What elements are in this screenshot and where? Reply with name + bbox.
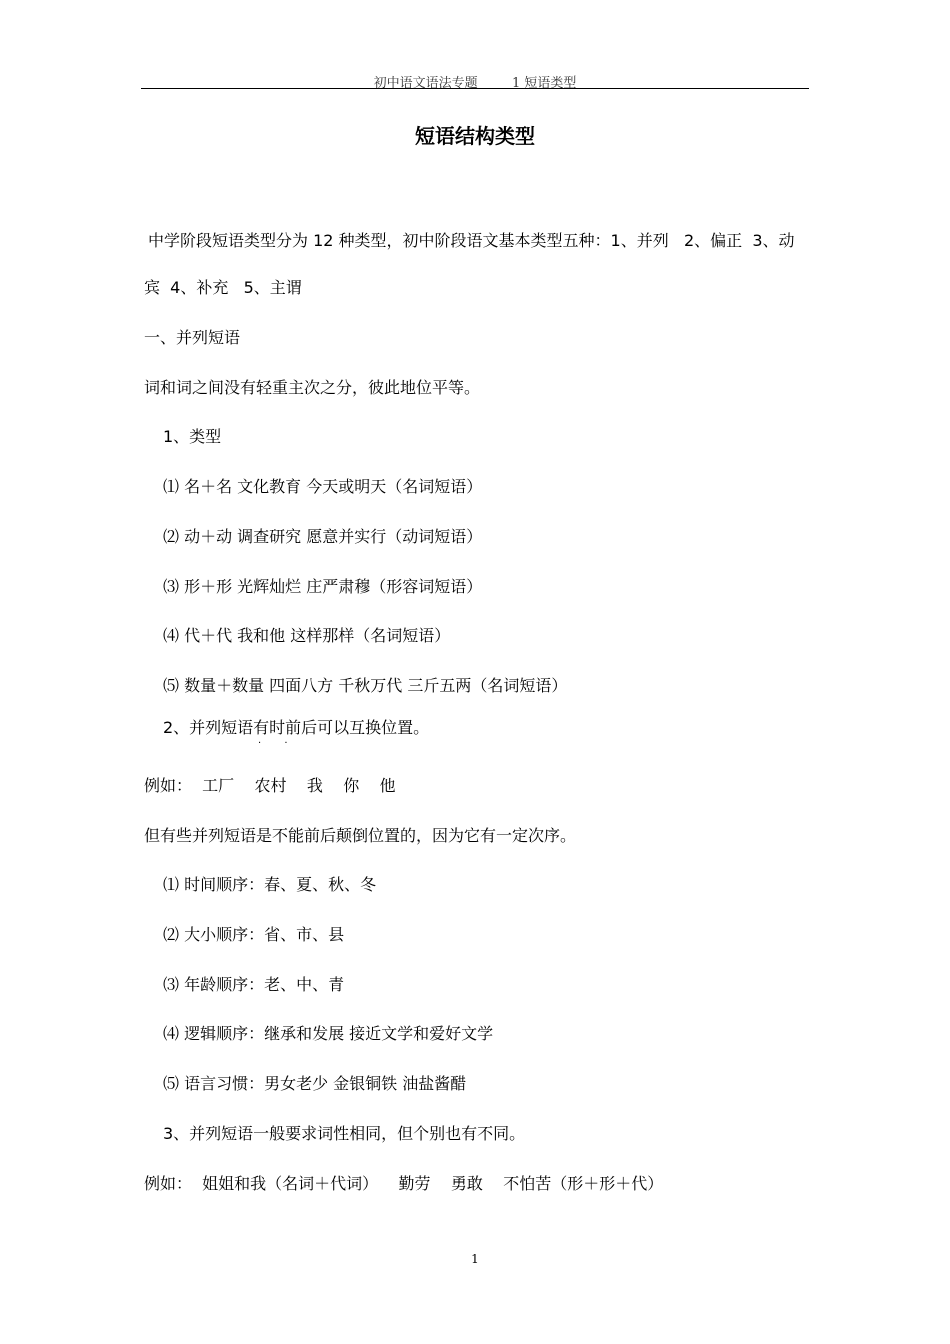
section-definition: 词和词之间没有轻重主次之分，彼此地位平等。 (144, 378, 481, 397)
swap-example: 例如： 工厂 农村 我 你 他 (144, 776, 396, 795)
swap-heading: 2、并列短语有时前后可以互换位置。 (163, 718, 430, 737)
list-item: ⑸ 语言习惯：男女老少 金银铜铁 油盐酱醋 (163, 1074, 467, 1093)
page-title: 短语结构类型 (415, 124, 535, 148)
pos-example: 例如： 姐姐和我（名词＋代词） 勤劳 勇敢 不怕苦（形＋形＋代） (144, 1174, 664, 1193)
intro-line-2: 宾 4、补充 5、主谓 (144, 278, 302, 297)
list-item: ⑶ 年龄顺序：老、中、青 (163, 975, 345, 994)
order-note: 但有些并列短语是不能前后颠倒位置的，因为它有一定次序。 (144, 826, 577, 845)
emphasis-dots: · · (258, 738, 298, 749)
list-item: ⑵ 大小顺序：省、市、县 (163, 925, 345, 944)
header-left: 初中语文语法专题 (373, 76, 478, 91)
section-heading: 一、并列短语 (144, 328, 241, 347)
header-right: 1 短语类型 (511, 76, 577, 91)
pos-heading: 3、并列短语一般要求词性相同，但个别也有不同。 (163, 1124, 526, 1143)
list-item: ⑷ 逻辑顺序：继承和发展 接近文学和爱好文学 (163, 1024, 494, 1043)
list-item: ⑴ 时间顺序：春、夏、秋、冬 (163, 875, 377, 894)
list-item: ⑵ 动＋动 调查研究 愿意并实行（动词短语） (163, 527, 483, 546)
header-rule (141, 88, 809, 89)
page-number: 1 (471, 1252, 479, 1266)
intro-line-1: 中学阶段短语类型分为 12 种类型，初中阶段语文基本类型五种：1、并列 2、偏正 3、动 (148, 231, 795, 250)
types-heading: 1、类型 (163, 427, 222, 446)
list-item: ⑷ 代＋代 我和他 这样那样（名词短语） (163, 626, 451, 645)
list-item: ⑴ 名＋名 文化教育 今天或明天（名词短语） (163, 477, 483, 496)
list-item: ⑶ 形＋形 光辉灿烂 庄严肃穆（形容词短语） (163, 577, 483, 596)
list-item: ⑸ 数量＋数量 四面八方 千秋万代 三斤五两（名词短语） (163, 676, 568, 695)
